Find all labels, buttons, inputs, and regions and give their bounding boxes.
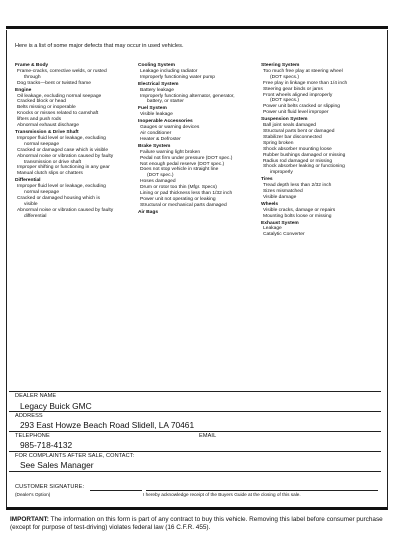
defect-item: Knocks or misses related to camshaft — [17, 111, 99, 117]
section-heading: Wheels — [261, 201, 279, 207]
defect-item: Improperly functioning alternator, generator, — [140, 93, 235, 99]
defect-item: Frame-cracks, corrective welds, or rusted — [17, 68, 107, 74]
address-label: ADDRESS — [15, 413, 43, 419]
defect-item: (DOT specs.) — [270, 74, 299, 80]
defect-item: Dog tracks—bent or twisted frame — [17, 80, 91, 86]
complaints-value: See Sales Manager — [20, 460, 94, 470]
defect-item: Abnormal exhaust discharge — [17, 123, 79, 129]
defect-item: Belts missing or inoperable — [17, 105, 76, 111]
defect-item: Gauges or warning devices — [140, 125, 200, 131]
defect-item: Visible leakage — [140, 112, 173, 118]
defect-item: Pedal not firm under pressure (DOT spec.) — [140, 155, 233, 161]
defect-section — [15, 130, 133, 177]
section-heading: Electrical System — [138, 81, 179, 87]
section-heading: Transmission & Drive Shaft — [15, 129, 79, 135]
signature-sublabel: (Dealer's Option) — [15, 492, 51, 497]
defect-section — [138, 63, 258, 81]
defect-item: Visible damage — [263, 194, 297, 200]
defect-item: Ball joint seals damaged — [263, 123, 317, 129]
defect-item: Mounting bolts loose or missing — [263, 213, 332, 219]
defect-item: (DOT specs.) — [270, 98, 299, 104]
defect-item: improperly — [270, 170, 293, 176]
section-heading: Exhaust System — [261, 220, 299, 226]
defect-section — [15, 63, 133, 87]
defect-item: Leakage — [263, 226, 282, 232]
defect-item: Stabilizer bar disconnected — [263, 134, 322, 140]
defect-item: Rubber bushings damaged or missing — [263, 152, 346, 158]
section-heading: Inoperable Accessories — [138, 119, 193, 125]
defect-item: Hoses damaged — [140, 179, 176, 185]
defect-section — [261, 221, 383, 239]
defect-item: battery, or starter — [147, 99, 184, 105]
acknowledge-text: I hereby acknowledge receipt of the Buyers Guide at the closing of this sale. — [143, 492, 301, 497]
defect-item: Cracked or damaged case which is visible — [17, 147, 109, 153]
signature-line-1 — [90, 490, 142, 491]
defect-section — [138, 119, 258, 143]
defect-item: Drum or rotor too thin (Mfgr. Specs) — [140, 185, 217, 191]
defect-section — [261, 117, 383, 176]
section-heading: Fuel System — [138, 106, 167, 112]
defect-item: Catalytic Converter — [263, 232, 305, 238]
defect-item: Not enough pedal reserve (DOT spec.) — [140, 161, 225, 167]
defect-item: Power unit belts cracked or slipping — [263, 104, 340, 110]
defect-item: Lining or pad thickness less than 1/32 inch — [140, 191, 233, 197]
defect-item: Spring broken — [263, 140, 294, 146]
telephone-label: TELEPHONE — [15, 433, 50, 439]
defect-item: Structural parts bent or damaged — [263, 128, 335, 134]
defect-item: Structural or mechanical parts damaged — [140, 202, 227, 208]
defects-column-3 — [261, 63, 383, 239]
defect-item: Improper fluid level or leakage, excluding — [17, 184, 106, 190]
section-heading: Suspension System — [261, 117, 308, 123]
section-heading: Engine — [15, 87, 32, 93]
important-notice — [10, 516, 388, 532]
defect-item: Shock absorber mounting loose — [263, 146, 332, 152]
defect-item: transmission or drive shaft — [24, 159, 82, 165]
defect-item: Abnormal noise or vibration caused by faulty — [17, 207, 114, 213]
defect-item: Cracked block or head — [17, 99, 66, 105]
defect-item: Shock absorber leaking or functioning — [263, 164, 345, 170]
important-label: IMPORTANT: — [10, 516, 49, 523]
defect-item: Power unit fluid level improper — [263, 110, 329, 116]
complaints-label: FOR COMPLAINTS AFTER SALE, CONTACT: — [15, 453, 135, 459]
defect-item: normal seepage — [24, 190, 60, 196]
signature-line-2 — [146, 490, 378, 491]
defect-item: Does not stop vehicle in straight line — [140, 167, 219, 173]
defect-section — [261, 202, 383, 220]
defect-item: Failure warning light broken — [140, 149, 201, 155]
defect-item: Radius rod damaged or missing — [263, 158, 333, 164]
defect-item: Tread depth less than 2/32 inch — [263, 183, 332, 189]
defect-item: Air conditioner — [140, 130, 172, 136]
signature-label: CUSTOMER SIGNATURE: — [15, 484, 85, 490]
defect-item: Abnormal noise or vibration caused by faulty — [17, 153, 114, 159]
defect-item: Sizes mismatched — [263, 189, 303, 195]
defect-item: Cracked or damaged housing which is — [17, 195, 100, 201]
dealer-name-value: Legacy Buick GMC — [20, 401, 92, 411]
defect-item: Too much free play at steering wheel — [263, 68, 343, 74]
defects-list — [15, 63, 383, 363]
divider — [9, 471, 381, 472]
defect-item: Leakage including radiator — [140, 68, 198, 74]
defect-item: Manual clutch slips or chatters — [17, 171, 83, 177]
section-heading: Air Bags — [138, 209, 159, 215]
defect-item: through — [24, 74, 41, 80]
defect-item: Battery leakage — [140, 87, 174, 93]
defect-item: Heater & Defroster — [140, 136, 181, 142]
address-value: 293 East Howze Beach Road Slidell, LA 70461 — [20, 420, 195, 430]
divider — [9, 411, 381, 412]
defect-item: Front wheels aligned improperly — [263, 92, 333, 98]
defect-section — [138, 106, 258, 118]
defect-item: normal seepage — [24, 141, 60, 147]
email-label: EMAIL — [199, 433, 217, 439]
top-border — [6, 26, 388, 29]
defect-section — [261, 63, 383, 116]
defect-item: visible — [24, 201, 38, 207]
defect-section — [15, 178, 133, 219]
defect-item: Improper fluid level or leakage, excluding — [17, 135, 106, 141]
defect-item: Steering gear binds or jams — [263, 86, 323, 92]
dealer-name-label: DEALER NAME — [15, 393, 57, 399]
defects-column-2 — [138, 63, 258, 217]
intro-text: Here is a list of some major defects that may occur in used vehicles. — [15, 43, 184, 49]
defect-item: Power unit not operating or leaking — [140, 196, 216, 202]
defect-item: (DOT spec.) — [147, 173, 174, 179]
defect-item: Improperly functioning water pump — [140, 74, 216, 80]
defect-item: differential — [24, 213, 47, 219]
defect-item: Improper shifting or functioning in any gear — [17, 165, 110, 171]
defect-section — [138, 82, 258, 106]
divider — [9, 431, 381, 432]
telephone-value: 985-718-4132 — [20, 440, 73, 450]
section-heading: Steering System — [261, 63, 300, 68]
defect-section — [261, 177, 383, 201]
defect-section — [138, 210, 258, 216]
important-text: The information on this form is part of any contract to buy this vehicle. Removing this label before consumer purchase (except for purpose of test-driving) violates federal law (16 C.F.R. 455). — [10, 516, 383, 531]
section-heading: Brake System — [138, 143, 171, 149]
defect-item: lifters and push rods — [17, 117, 62, 123]
section-heading: Differential — [15, 178, 41, 184]
divider — [9, 451, 381, 452]
defect-section — [138, 144, 258, 209]
section-heading: Cooling System — [138, 63, 175, 68]
divider — [9, 391, 381, 392]
section-heading: Frame & Body — [15, 63, 49, 68]
section-heading: Tires — [261, 177, 273, 183]
defect-item: Visible cracks, damage or repairs — [263, 207, 336, 213]
defect-item: Oil leakage, excluding normal seepage — [17, 93, 102, 99]
defect-section — [15, 88, 133, 129]
defects-column-1 — [15, 63, 133, 221]
defect-item: Free play in linkage more than 1/4 inch — [263, 80, 348, 86]
